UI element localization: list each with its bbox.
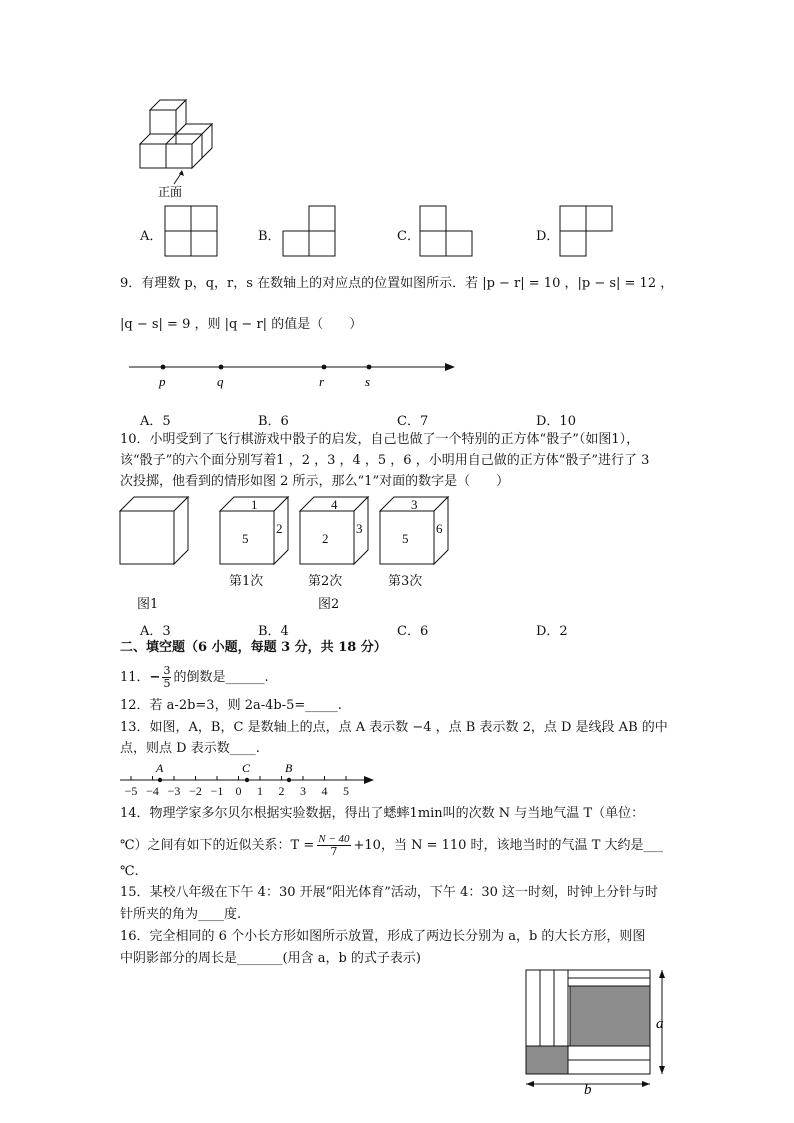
front-label: 正面 [158,185,183,199]
q15-line1: 15．某校八年级在下午 4：30 开展“阳光体育”活动，下午 4：30 这一时刻，时钟上分针与时 [120,885,658,900]
q14-line2-b: +10，当 N = 110 时，该地当时的气温 T 大约是___ [353,838,663,853]
q9-line1: 9．有理数 p，q，r，s 在数轴上的对应点的位置如图所示．若 |p − r| = 10 ，|p − s| = 12 ， [120,276,674,291]
q8-option-d-figure [559,205,615,259]
q13-tick-label: 5 [343,784,349,798]
die3-right: 6 [436,521,443,536]
fig2-label: 图2 [318,597,340,612]
q11-fraction [162,665,171,690]
die1-top: 1 [251,497,258,512]
q9-option-c: C．7 [397,414,429,429]
q8-option-a-label: A． [140,229,163,244]
label-b: b [584,1082,592,1098]
fig1-label: 图1 [137,597,159,612]
die2-top: 4 [331,497,338,512]
q16-line1: 16．完全相同的 6 个小长方形如图所示放置，形成了两边长分别为 a，b 的大长方形，则图 [120,929,646,944]
q11 [120,665,269,691]
q13-tick-label: −5 [124,784,138,798]
q12: 12．若 a-2b=3，则 2a-4b-5=_____. [120,698,342,713]
die1-caption: 第1次 [229,574,264,589]
q10-option-d: D．2 [536,624,568,639]
q13-number-line [118,758,378,798]
q9-number-line [125,355,460,395]
q16-line2: 中阴影部分的周长是_______(用含 a，b 的式子表示) [120,951,421,966]
die1-right: 2 [276,521,283,536]
die2-front: 2 [322,531,329,546]
q9-option-b: B．6 [258,414,289,429]
q11-denominator: 5 [163,677,171,690]
q8-option-c-label: C． [397,229,420,244]
q14-line1: 14．物理学家多尔贝尔根据实验数据，得出了蟋蟀1min叫的次数 N 与当地气温 T（单位： [120,806,645,821]
point-p-label: p [159,374,166,389]
q10-dice-figure [218,495,458,567]
q8-option-a-figure [164,205,220,259]
q11-prefix: 11． [120,670,150,685]
q10-figure1-cube [118,495,193,567]
q9-line2: |q − s| = 9 ，则 |q − r| 的值是（ ） [120,317,363,332]
q14-numerator: N − 40 [318,833,350,845]
q13-tick-label: 0 [235,784,242,798]
q8-cube-figure [130,92,220,202]
point-q-label: q [217,374,224,389]
die3-top: 3 [411,497,418,512]
q9-option-d: D．10 [536,414,576,429]
point-a-label: A [156,761,164,775]
q10-option-c: C．6 [397,624,429,639]
q15-line2: 针所夹的角为____度. [120,907,242,922]
q13-line1: 13．如图，A，B，C 是数轴上的点，点 A 表示数 −4 ，点 B 表示数 2，点 D 是线段 AB 的中 [120,720,668,735]
q10-option-a: A．3 [140,624,171,639]
die3-caption: 第3次 [388,574,423,589]
q13-line2: 点，则点 D 表示数____. [120,741,260,756]
die2-caption: 第2次 [308,574,343,589]
q13-tick-label: 1 [257,784,263,798]
point-r-label: r [319,374,325,389]
q14-line2 [120,832,663,860]
q14-line2-a: ℃）之间有如下的近似关系：T = [120,838,315,853]
die1-front: 5 [242,531,249,546]
q13-tick-label: 3 [300,784,306,798]
q11-suffix: 的倒数是______. [173,670,269,685]
q13-tick-label: −1 [210,784,224,798]
q14-fraction [317,833,350,858]
section2-heading: 二、填空题（6 小题，每题 3 分，共 18 分） [120,640,387,655]
q13-tick-label: 4 [321,784,328,798]
die2-right: 3 [356,521,363,536]
q16-rectangle-figure [522,966,682,1098]
q11-sign: − [149,670,161,685]
q9-option-a: A．5 [140,414,171,429]
die3-front: 5 [402,531,409,546]
q10-line2: 该“骰子”的六个面分别写着1 ，2 ，3 ，4 ，5 ，6 ，小明用自己做的正方体“骰子”进行了 3 [120,453,650,468]
q8-option-c-figure [419,205,475,259]
point-c-label: C [242,761,251,775]
q14-line3: ℃. [120,864,139,879]
q13-tick-label: 2 [278,784,285,798]
label-a: a [656,1016,664,1032]
q10-option-b: B．4 [258,624,289,639]
q8-option-b-label: B． [258,229,281,244]
q10-line3: 次投掷，他看到的情形如图 2 所示，那么“1”对面的数字是（ ） [120,474,510,489]
q8-option-d-label: D． [536,229,560,244]
q13-tick-label: −4 [146,784,159,798]
q8-option-b-figure [282,205,338,259]
q13-tick-label: −2 [189,784,202,798]
q11-numerator: 3 [163,664,171,677]
q14-denominator: 7 [330,845,338,858]
q13-tick-label: −3 [167,784,181,798]
q10-line1: 10．小明受到了飞行棋游戏中骰子的启发，自己也做了一个特别的正方体“骰子”（如图1）， [120,432,640,447]
point-b-label: B [285,761,293,775]
point-s-label: s [365,374,371,389]
